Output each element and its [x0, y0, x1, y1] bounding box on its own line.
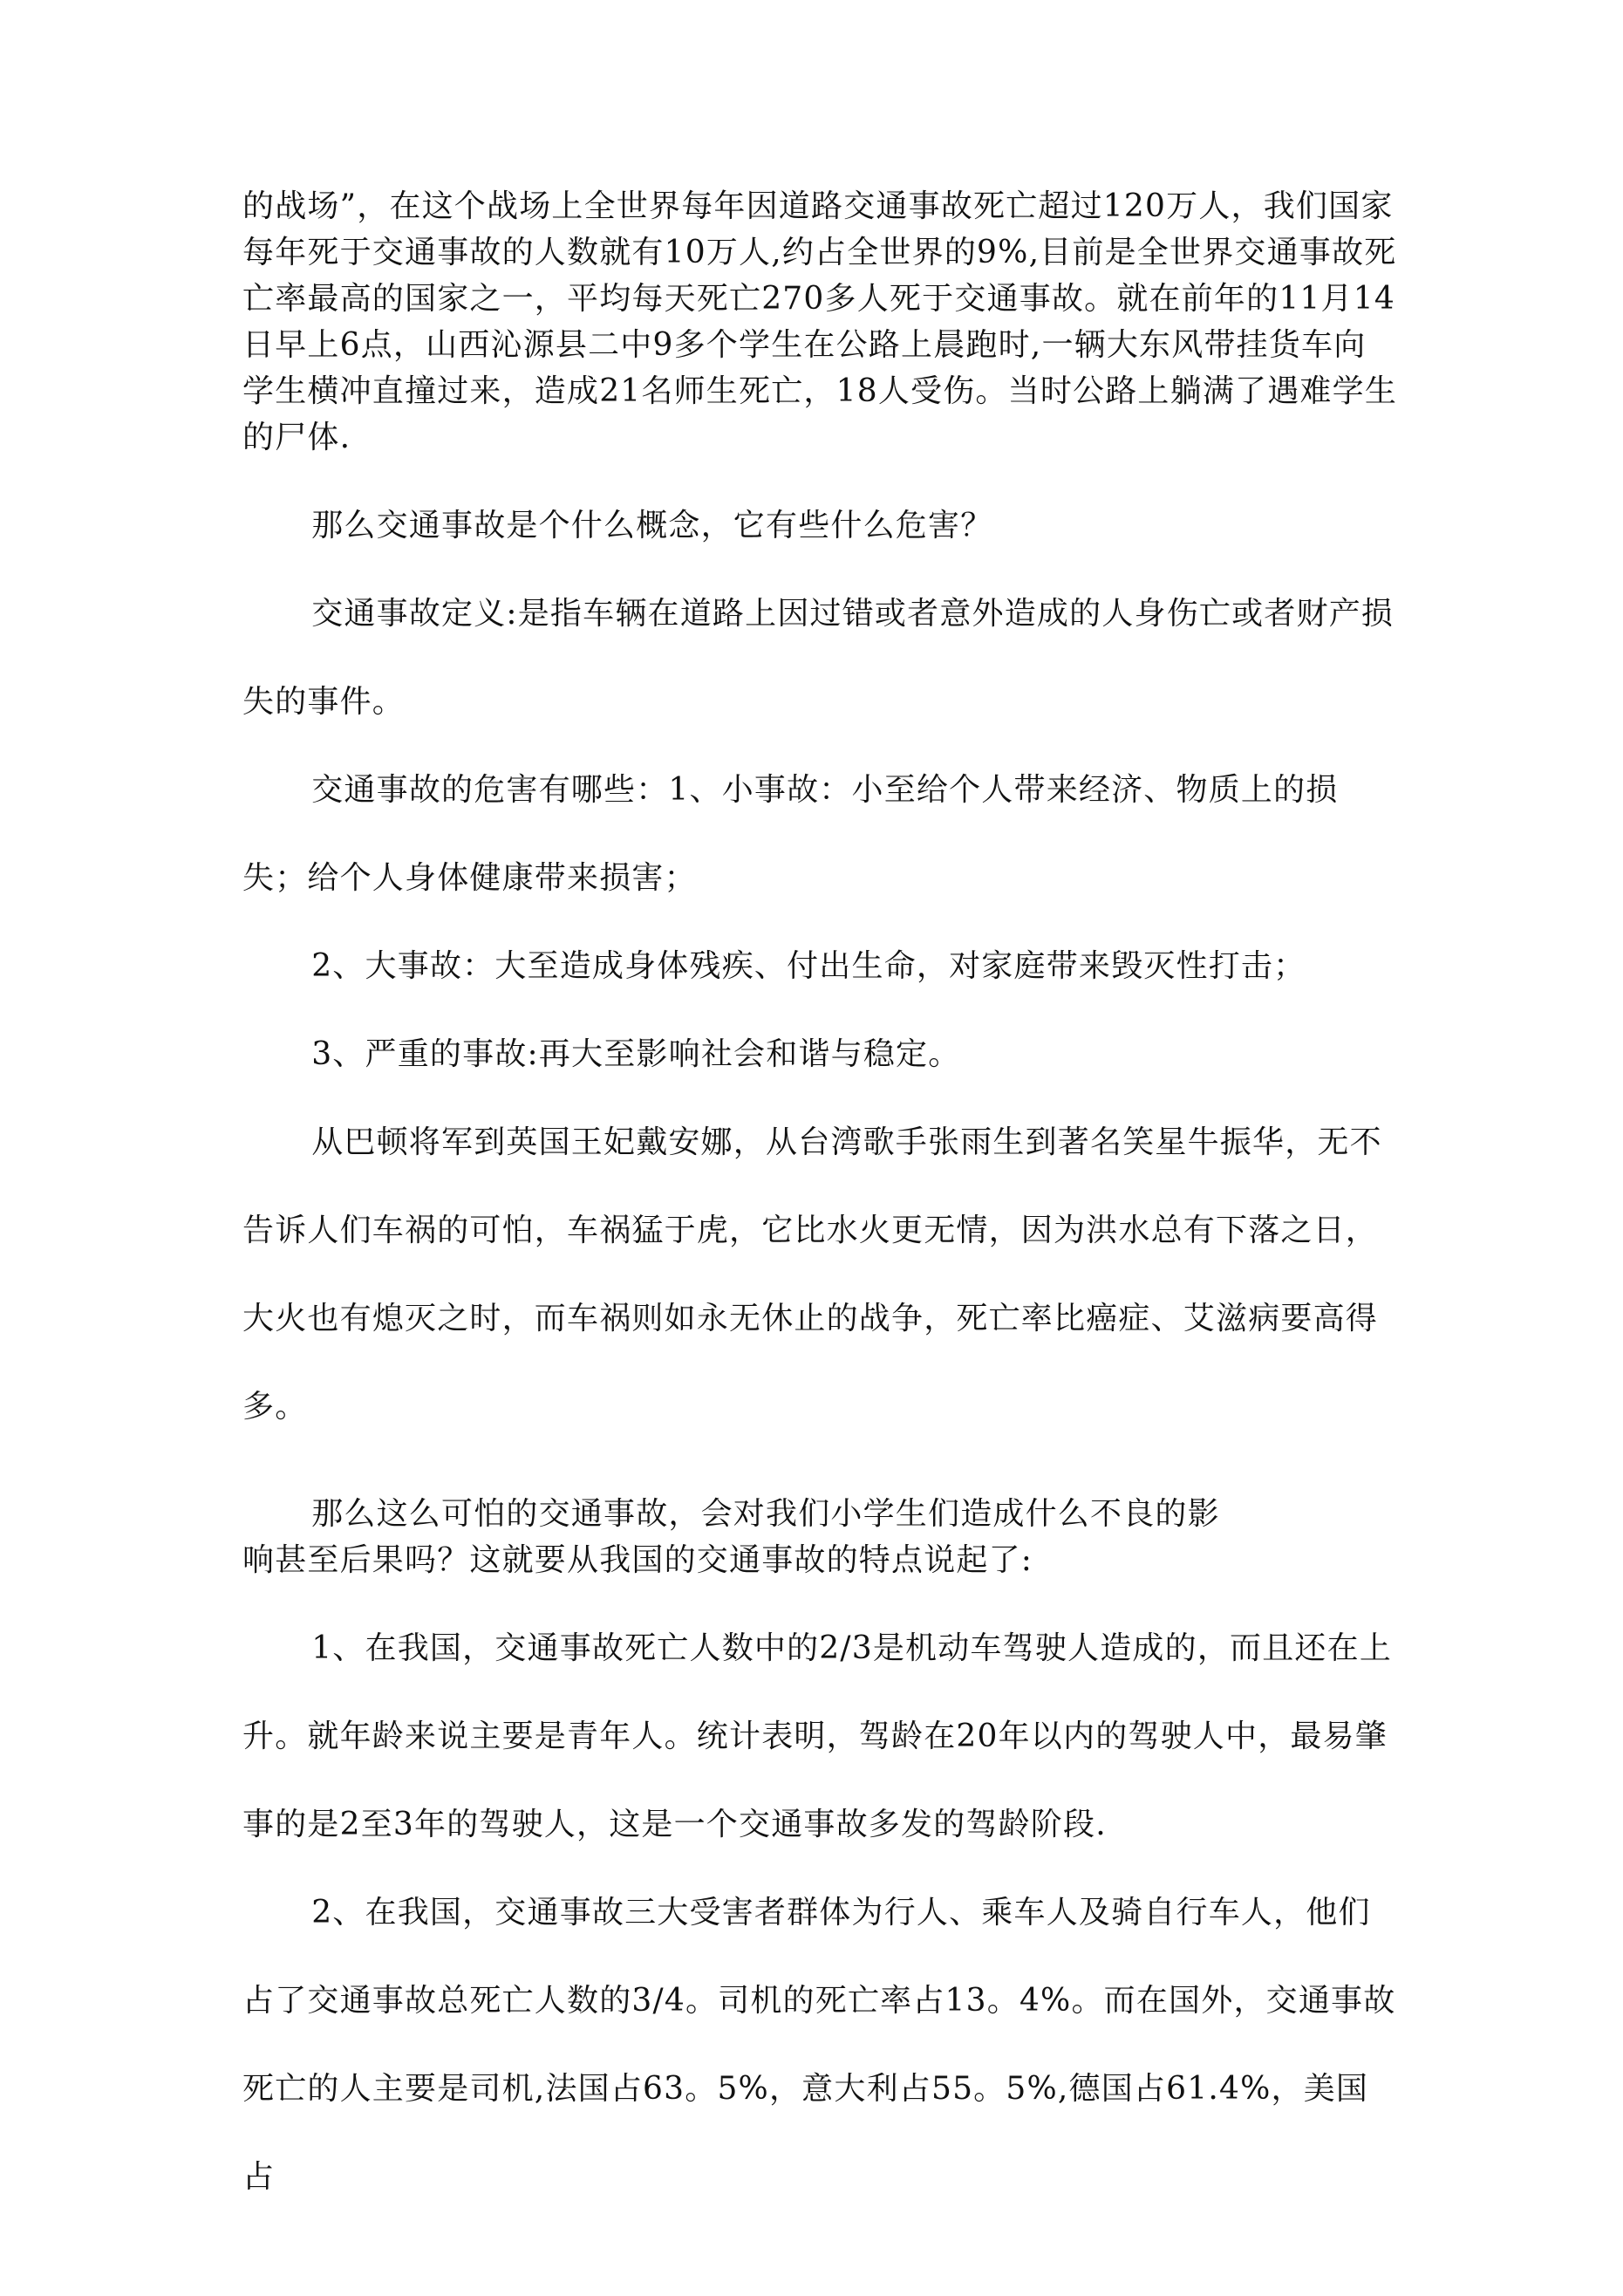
paragraph-feature-victim-groups: 2、在我国，交通事故三大受害者群体为行人、乘车人及骑自行车人，他们占了交通事故总死亡人数的3/4。司机的死亡率占13。4%。而在国外，交通事故死亡的人主要是司机,法国占63。5%，意大利占55。5%,德国占61.4%，美国占 — [242, 1895, 1396, 2195]
paragraph-impact-on-students — [242, 1491, 1398, 1583]
paragraph-accident-definition: 交通事故定义:是指车辆在道路上因过错或者意外造成的人身伤亡或者财产损失的事件。 — [242, 596, 1395, 720]
paragraph-traffic-deaths-statistics: 的战场”，在这个战场上全世界每年因道路交通事故死亡超过120万人，我们国家每年死于交通事故的人数就有10万人,约占全世界的9%,目前是全世界交通事故死亡率最高的国家之一，平均每天死亡270多人死于交通事故。就在前年的11月14日早上6点，山西沁源县二中9多个学生在公路上晨跑时,一辆大东风带挂货车向学生横冲直撞过来，造成21名师生死亡，18人受伤。当时公路上躺满了遇难学生的尸体. — [242, 188, 1398, 455]
paragraph-harm-serious-accident: 3、严重的事故:再大至影响社会和谐与稳定。 — [311, 1036, 961, 1072]
paragraph-harm-minor-accident: 交通事故的危害有哪些：1、小事故：小至给个人带来经济、物质上的损失；给个人身体健康带来损害； — [242, 772, 1339, 896]
paragraph-impact-line-2: 响甚至后果吗？这就要从我国的交通事故的特点说起了: — [242, 1542, 1033, 1578]
paragraph-harm-major-accident: 2、大事故：大至造成身体残疾、付出生命，对家庭带来毁灭性打击； — [311, 948, 1306, 984]
paragraph-feature-drivers: 1、在我国，交通事故死亡人数中的2/3是机动车驾驶人造成的，而且还在上升。就年龄来说主要是青年人。统计表明，驾龄在20年以内的驾驶人中，最易肇事的是2至3年的驾驶人，这是一个交通事故多发的驾龄阶段. — [242, 1630, 1393, 1842]
paragraph-famous-victims: 从巴顿将军到英国王妃戴安娜，从台湾歌手张雨生到著名笑星牛振华，无不告诉人们车祸的可怕，车祸猛于虎，它比水火更无情，因为洪水总有下落之日，大火也有熄灭之时，而车祸则如永无休止的战争，死亡率比癌症、艾滋病要高得多。 — [242, 1124, 1382, 1425]
paragraph-impact-line-1: 那么这么可怕的交通事故，会对我们小学生们造成什么不良的影 — [311, 1496, 1220, 1532]
paragraph-question-concept-harm: 那么交通事故是个什么概念，它有些什么危害？ — [311, 508, 993, 543]
